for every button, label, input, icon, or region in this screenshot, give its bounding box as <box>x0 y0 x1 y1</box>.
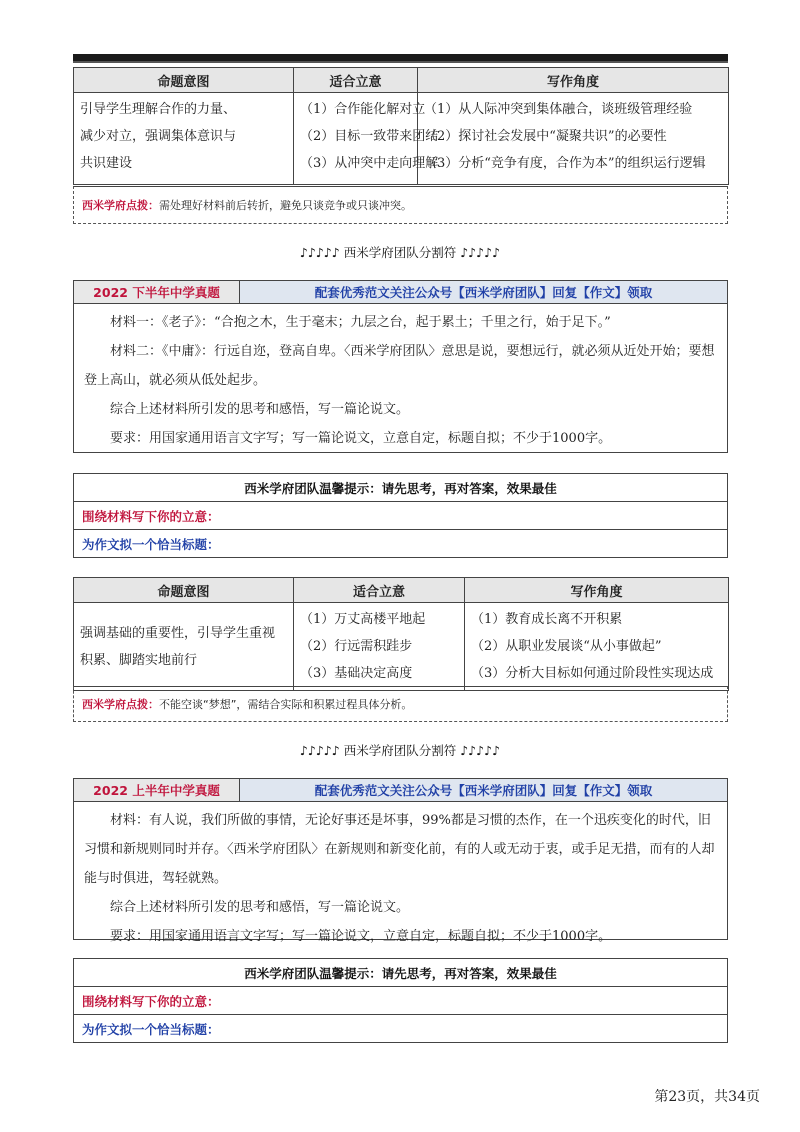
question-body <box>74 802 727 955</box>
material-paragraph: 材料一：《老子》：“合抱之木，生于毫末；九层之台，起于累土；千里之行，始于足下。” <box>110 315 611 330</box>
header-angle: 写作角度 <box>418 68 729 93</box>
instruction-paragraph: 综合上述材料所引发的思考和感悟，写一篇论说文。 <box>110 900 410 915</box>
requirement-paragraph: 要求：用国家通用语言文字写；写一篇论说文，立意自定，标题自拟；不少于1000字。 <box>110 431 612 446</box>
intent-cell: 引导学生理解合作的力量、 减少对立，强调集体意识与 共识建设 <box>74 93 294 185</box>
theme-cell: （1）合作能化解对立 （2）目标一致带来团结 （3）从冲突中走向理解 <box>294 93 418 185</box>
exam-year: 2022 上半年中学真题 <box>74 779 240 801</box>
tips-box-2 <box>73 958 728 1043</box>
comment-text: 不能空谈“梦想”，需结合实际和积累过程具体分析。 <box>159 698 413 711</box>
comment-box-2 <box>73 686 728 722</box>
title-prompt[interactable]: 为作文拟一个恰当标题： <box>82 1021 220 1037</box>
comment-label: 西米学府点拨： <box>82 698 159 711</box>
comment-label: 西米学府点拨： <box>82 199 159 212</box>
tips-box-1 <box>73 473 728 558</box>
requirement-paragraph: 要求：用国家通用语言文字写；写一篇论说文，立意自定，标题自拟；不少于1000字。 <box>110 929 612 944</box>
theme-prompt[interactable]: 围绕材料写下你的立意： <box>74 987 727 1015</box>
instruction-paragraph: 综合上述材料所引发的思考和感悟，写一篇论说文。 <box>110 402 410 417</box>
header-intent: 命题意图 <box>74 68 294 93</box>
section-divider: ♪♪♪♪♪ 西米学府团队分割符 ♪♪♪♪♪ <box>299 743 501 758</box>
analysis-table-2 <box>73 577 729 691</box>
comment-box-1 <box>73 186 728 224</box>
page-number: 第23页，共34页 <box>654 1089 760 1105</box>
material-paragraph: 材料：有人说，我们所做的事情，无论好事还是坏事，99%都是习惯的杰作，在一个迅疾变化的时代，旧习惯和新规则同时并存。〈西米学府团队〉在新规则和新变化前，有的人或无动于衷，或手足无措，而有的人却能与时俱进，驾轻就熟。 <box>84 813 715 886</box>
section-divider: ♪♪♪♪♪ 西米学府团队分割符 ♪♪♪♪♪ <box>299 245 501 260</box>
question-header <box>74 281 727 304</box>
promo-text: 配套优秀范文关注公众号【西米学府团队】回复【作文】领取 <box>314 783 653 798</box>
material-paragraph: 材料二：《中庸》：行远自迩，登高自卑。〈西米学府团队〉意思是说，要想远行，就必须从近处开始；要想登上高山，就必须从低处起步。 <box>84 344 715 388</box>
question-header <box>74 779 727 802</box>
header-intent: 命题意图 <box>74 578 294 603</box>
question-body <box>74 304 727 457</box>
promo-text: 配套优秀范文关注公众号【西米学府团队】回复【作文】领取 <box>314 285 653 300</box>
question-box-1 <box>73 280 728 453</box>
comment-text: 需处理好材料前后转折，避免只谈竞争或只谈冲突。 <box>159 199 412 212</box>
intent-cell: 强调基础的重要性，引导学生重视 积累、脚踏实地前行 <box>74 603 294 691</box>
theme-cell: （1）万丈高楼平地起 （2）行远需积跬步 （3）基础决定高度 <box>294 603 465 691</box>
header-theme: 适合立意 <box>294 68 418 93</box>
question-box-2 <box>73 778 728 944</box>
theme-prompt[interactable]: 围绕材料写下你的立意： <box>74 502 727 530</box>
exam-year: 2022 下半年中学真题 <box>74 281 240 303</box>
analysis-table-1 <box>73 67 729 185</box>
header-angle: 写作角度 <box>465 578 729 603</box>
tips-title: 西米学府团队温馨提示：请先思考，再对答案，效果最佳 <box>74 959 727 987</box>
header-rule <box>73 54 728 63</box>
tips-title: 西米学府团队温馨提示：请先思考，再对答案，效果最佳 <box>74 474 727 502</box>
title-prompt[interactable]: 为作文拟一个恰当标题： <box>82 536 220 552</box>
header-theme: 适合立意 <box>294 578 465 603</box>
angle-cell: （1）教育成长离不开积累 （2）从职业发展谈“从小事做起” （3）分析大目标如何通过阶段性实现达成 <box>465 603 729 691</box>
angle-cell: （1）从人际冲突到集体融合，谈班级管理经验 （2）探讨社会发展中“凝聚共识”的必要性 （3）分析“竞争有度，合作为本”的组织运行逻辑 <box>418 93 729 185</box>
